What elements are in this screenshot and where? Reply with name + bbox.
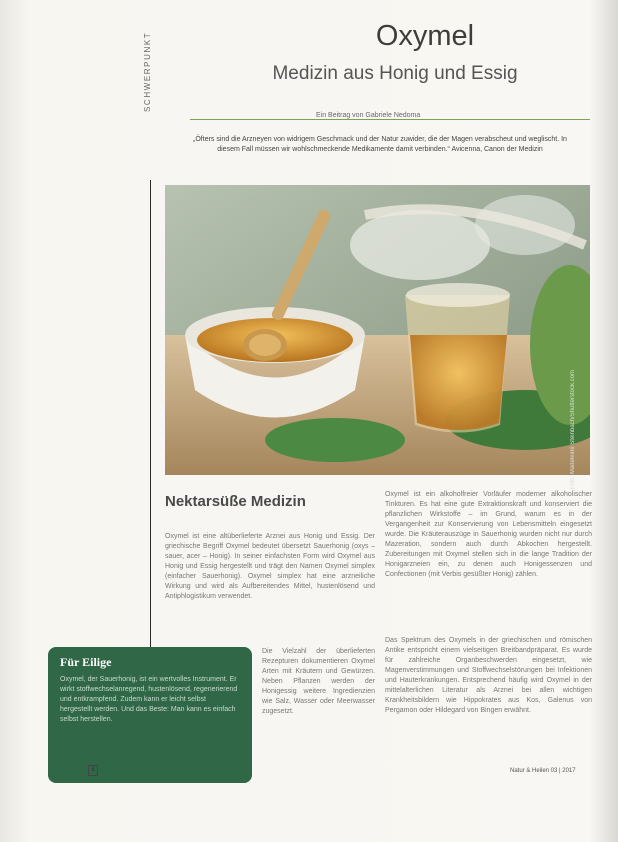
section-label: SCHWERPUNKT xyxy=(143,31,152,112)
footer-issue: Natur & Heilen 03 | 2017 xyxy=(510,768,576,774)
article-title: Oxymel xyxy=(375,20,475,52)
body-column-3: Das Spektrum des Oxymels in der griechischen und römischen Antike entspricht einem vielseitigen Breitbandpräparat. Es wurde für zahlreiche Organbeschwerden eingesetzt, wie Magenverstimmungen und Stoffwechselstörungen bei Infektionen und Hauterkrankungen. Entsprechend häufig wird Oxymel in der mittelalterlichen Literatur als Arznei bei allen wichtigen Krankheitsbildern wie Hippokrates aus Kos, Galenus von Pergamon oder Hildegard von Bingen erwähnt. xyxy=(385,637,592,714)
body-column-2: Oxymel ist ein alkoholfreier Vorläufer moderner alkoholischer Tinkturen. Es hat eine gute Extraktionskraft und konserviert die pflanzlichen Wirkstoffe – im Grund, warum es in der Vergangenheit zur Konservierung von Lebensmitteln eingesetzt wurde. Die Kräuterauszüge in Sauerhonig wurden nicht nur durch Mazeration, sondern auch durch Abkochen hergestellt. Zubereitungen mit Oxymel stellen sich in die lange Tradition der Honigarzneien ein, zu denen auch Honigessenzen und Confectionen (mit Verbis gesüßter Honig) zählen. xyxy=(385,491,592,578)
article-subtitle: Medizin aus Honig und Essig xyxy=(272,63,518,84)
honey-photo xyxy=(165,185,590,475)
body-column-4: Die Vielzahl der überlieferten Rezepturen dokumentieren Oxymel Arten mit Kräutern und Gewürzen. Neben Pflanzen werden der Honigessig weitere Ingredienzien wie Salz, Wasser oder Meerwasser zugesetzt. xyxy=(262,648,375,715)
byline-rule xyxy=(190,119,590,120)
byline: Ein Beitrag von Gabriele Nedoma xyxy=(310,112,426,119)
summary-box-title: Für Eilige xyxy=(60,655,112,669)
summary-box xyxy=(48,647,252,783)
section-heading: Nektarsüße Medizin xyxy=(165,493,306,510)
intro-quote: „Öfters sind die Arzneyen von widrigem Geschmack und der Natur zuwider, die der Magen verabscheut und weglischt. In diesem Fall müssen wir wohlschmeckende Medikamente damit verbinden.“ Avicenna, Canon der Medizin xyxy=(193,136,567,153)
summary-box-text: Oxymel, der Sauerhonig, ist ein wertvolles Instrument. Er wirkt stoffwechselanregend, hustenlösend, regenerierend und entkrampfend. Zudem kann er leicht selbst hergestellt werden. Und das Beste: Man kann es einfach selbst herstellen. xyxy=(60,676,238,723)
photo-credit: Foto: Madeleine Steinbach/Shutterstock.com xyxy=(570,370,576,490)
page-number: 6 xyxy=(88,765,98,776)
body-column-1: Oxymel ist eine altüberlieferte Arznei aus Honig und Essig. Der griechische Begriff Oxymel bedeutet übersetzt Sauerhonig (oxys – sauer, acer – Honig). In seiner einfachsten Form wird Oxymel aus Honig und Essig hergestellt und trägt den Namen Oxymel simplex (einfacher Sauerhonig). Oxymel simplex hat eine arzneiliche Wirkung und wird als Aufbereitendes Mittel, hustenlösend und Antiphlogistikum verwendet. xyxy=(165,533,375,600)
